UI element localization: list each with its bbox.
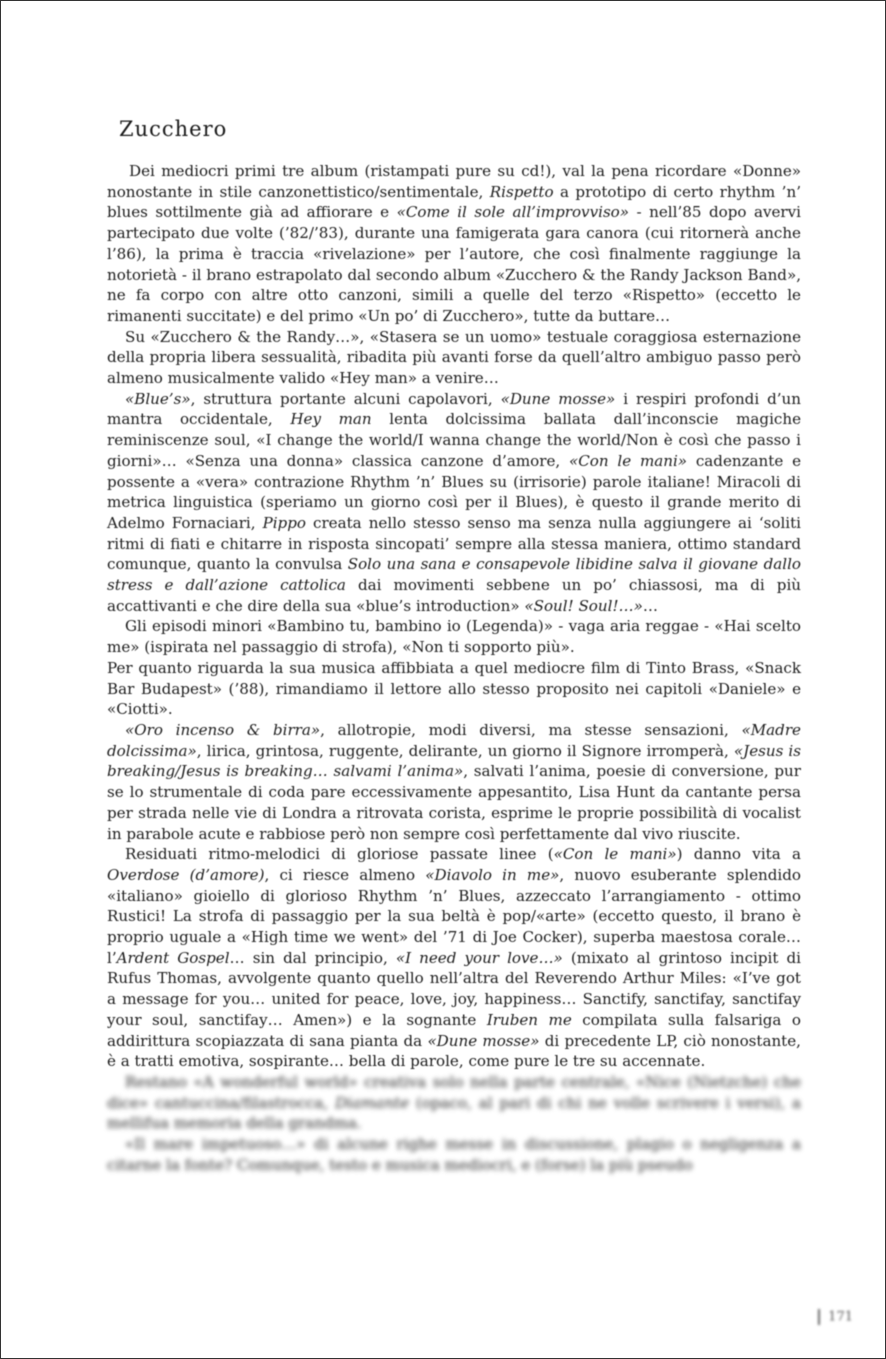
text-run: (mixato al grintoso incipit di Rufus Thomas, avvolgente quanto quello nell’altra del Reverendo Arthur Miles: «I’ve got a message for you… united for peace, love, joy, happiness… Sanctify, sanctifay, sanctifay your soul, sanctifay… Amen») e la sognante [107, 948, 802, 1029]
text-run: , nuovo esuberante splendido «italiano» gioiello di glorioso Rhythm ’n’ Blues, azzeccato l’arrangiamento - ottimo Rustici! La strofa di passaggio per la sua beltà è pop/«arte» (eccetto questo, il brano è proprio uguale a «High time we went» del ’71 di Joe Cocker), superba maestosa corale… l’ [107, 865, 801, 967]
text-run: creata nello stesso senso ma senza nulla aggiungere ai ‘soliti ritmi di fiati e chitarre in risposta sincopati’ sempre alla stessa maniera, ottimo standard comunque, quanto la convulsa [107, 513, 801, 574]
italic-text-run: «Come il sole all’improvviso» [396, 203, 630, 222]
paragraph [107, 327, 801, 389]
text-run: compilata sulla falsariga o addirittura scopiazzata di sana pianta da [107, 1010, 801, 1050]
italic-text-run: «Dune mosse» [500, 389, 616, 408]
text-run: , struttura portante alcuni capolavori, [190, 389, 501, 408]
text-run: «Il mare impetuoso…» di alcune righe messe in discussione, plagio o negligenza a citarne la fonte? Comunque, testo e musica mediocri, e (forse) la più pseudo [107, 1135, 801, 1174]
text-run: , allotropie, modi diversi, ma stesse sensazioni, [320, 720, 742, 739]
italic-text-run: Overdose (d’amore) [107, 865, 265, 884]
text-run: Per quanto riguarda la sua musica affibbiata a quel mediocre film di Tinto Brass, «Snack Bar Budapest» (’88), rimandiamo il lettore allo stesso proposito nei capitoli «Daniele» e «Ciotti». [107, 658, 801, 719]
page-number-label: 171 [828, 1309, 853, 1325]
text-run: di precedente LP, ciò nonostante, è a tratti emotiva, sospirante… bella di parole, come pure le tre su accennate. [107, 1031, 801, 1071]
page-number [818, 1309, 853, 1325]
text-run: dai movimenti sebbene un po’ chiassosi, ma di più accattivanti e che dire della sua «blue’s introduction» [107, 576, 801, 615]
text-run: Su «Zucchero & the Randy…», «Stasera se un uomo» testuale coraggiosa esternazione della propria libera sessualità, ribadita più avanti forse da quell’altro ambiguo passo però almeno musicalmente valido «Hey man» a venire… [107, 327, 801, 388]
text-run: cadenzante e possente a «vera» contrazione Rhythm ’n’ Blues su (irrisorie) parole italiane! Miracoli di metrica linguistica (speriamo un giorno così per il Blues), è questo il grande merito di Adelmo Fornaciari, [107, 451, 802, 532]
italic-text-run: «Diavolo in me» [425, 865, 560, 884]
italic-text-run: Hey man [290, 410, 372, 429]
text-run: , ci riesce almeno [264, 865, 426, 884]
text-run: Gli episodi minori «Bambino tu, bambino io (Legenda)» - vaga aria reggae - «Hai scelto me» (ispirata nel passaggio di strofa), «Non ti sopporto più». [107, 617, 801, 657]
paragraph [107, 844, 801, 1072]
italic-text-run: «Blue’s» [125, 389, 191, 408]
italic-text-run: «Dune mosse» [427, 1031, 540, 1050]
italic-text-run: «Madre dolcissima» [107, 720, 801, 760]
text-run: … [642, 596, 658, 615]
text-run: Residuati ritmo-melodici di gloriose passate linee ( [125, 845, 554, 864]
paragraph [107, 616, 801, 657]
italic-text-run: «Oro incenso & birra» [125, 720, 321, 739]
italic-text-run: Solo una sana e consapevole libidine salva il giovane dallo stress e dall’azione cattolica [107, 555, 801, 595]
paragraph [107, 1134, 801, 1175]
italic-text-run: Ardent Gospel [116, 948, 230, 967]
text-run: ) danno vita a [676, 845, 801, 864]
italic-text-run: «Jesus is breaking/Jesus is breaking… salvami l’anima» [107, 741, 801, 781]
italic-text-run: Rispetto [489, 182, 554, 201]
paragraph [107, 389, 801, 617]
text-run: a prototipo di certo rhythm ’n’ blues sottilmente già ad affiorare e [107, 182, 801, 222]
text-run: … sin dal principio, [229, 948, 396, 967]
italic-text-run: «I need your love…» [395, 948, 563, 967]
text-run: (opaco, al pari di chi ne volle scrivere i versi), a mellifua memoria della grandma. [107, 1093, 801, 1133]
text-run: Dei mediocri primi tre album (ristampati pure su cd!), val la pena ricordare «Donne» nonostante in stile canzonettistico/sentimentale, [107, 162, 801, 201]
text-run: - nell’85 dopo avervi partecipato due volte (’82/’83), durante una famigerata gara canora (cui ritornerà anche l’86), la prima è traccia «rivelazione» per l’autore, che così finalmente raggiunge la notorietà - il brano estrapolato dal secondo album «Zucchero & the Randy Jackson Band», ne fa corpo con altre otto canzoni, simili a quelle del terzo «Rispetto» (eccetto le rimanenti succitate) e del primo «Un po’ di Zucchero», tutte da buttare… [107, 203, 801, 325]
italic-text-run: Diamante [335, 1093, 410, 1112]
paragraph [107, 658, 801, 720]
italic-text-run: «Con le mani» [569, 451, 688, 470]
text-run: Restano «A wonderful world» creativa solo nella parte centrale, «Nice (Nietzche) che dice» cantuccina/filastrocca, [107, 1072, 801, 1112]
text-run: i respiri profondi d’un mantra occidentale, [107, 389, 801, 429]
text-run: , salvati l’anima, poesie di conversione, pur se lo strumentale di coda pare eccessivamente appesantito, Lisa Hunt da cantante persa per strada nelle vie di Londra a ritrovata corista, esprime le proprie possibilità di vocalist in parabole acute e rabbiose però non sempre così perfettamente dal vivo riuscite. [107, 762, 801, 843]
italic-text-run: «Soul! Soul!…» [524, 596, 643, 615]
paragraph [107, 161, 801, 327]
paragraph [107, 720, 801, 844]
body-text [107, 161, 801, 1175]
italic-text-run: Pippo [262, 513, 306, 532]
text-run: lenta dolcissima ballata dall’inconscie magiche reminiscenze soul, «I change the world/I wanna change the world/Non è così che passo i giorni»… «Senza una donna» classica canzone d’amore, [107, 410, 802, 470]
paragraph [107, 1072, 801, 1134]
text-run: , lirica, grintosa, ruggente, delirante, un giorno il Signore irromperà, [196, 741, 734, 760]
chapter-title: Zucchero [119, 117, 228, 141]
folio-rule [818, 1309, 820, 1325]
italic-text-run: «Con le mani» [553, 845, 677, 864]
italic-text-run: Iruben me [486, 1010, 572, 1029]
